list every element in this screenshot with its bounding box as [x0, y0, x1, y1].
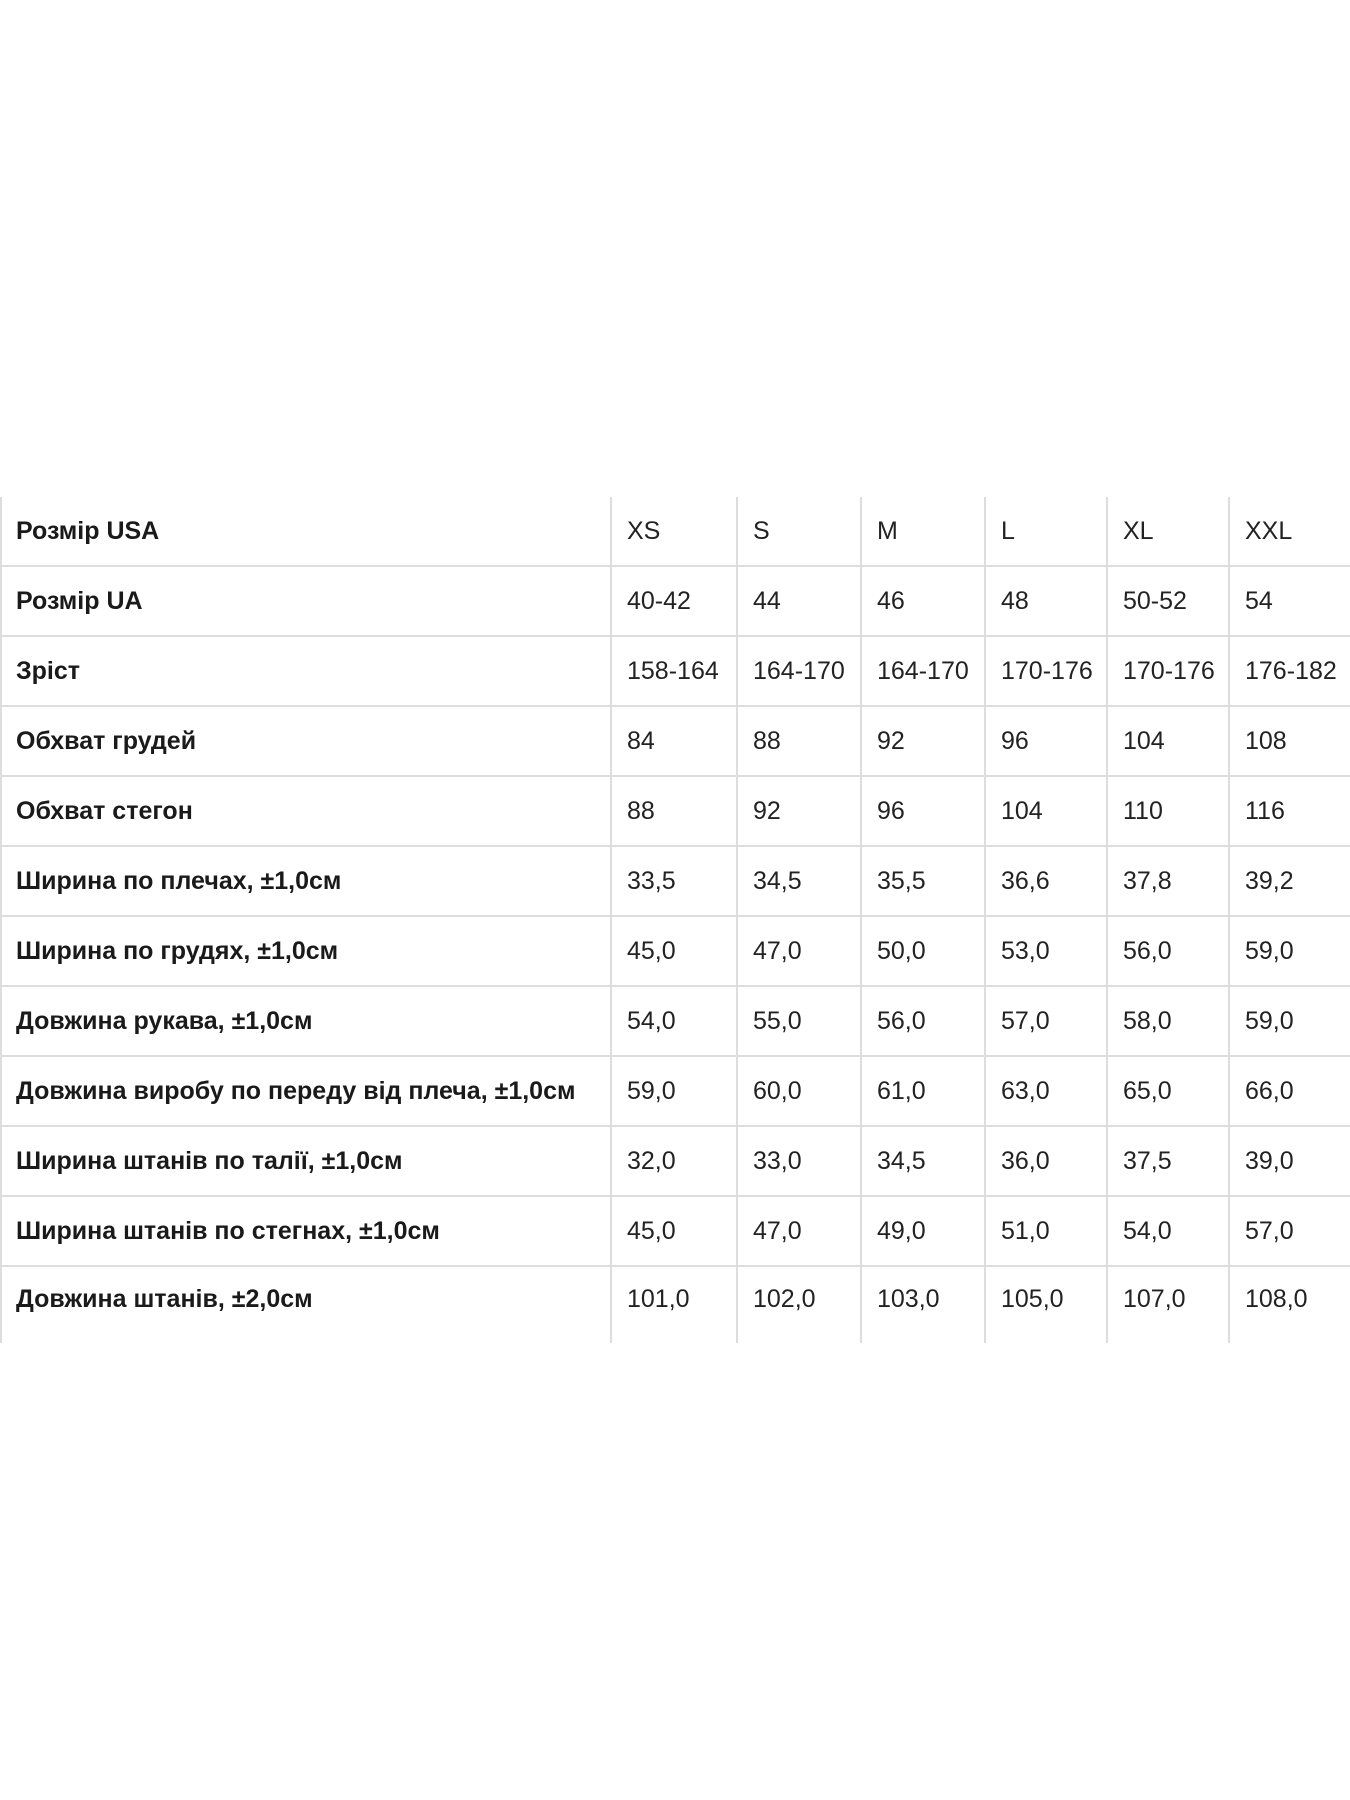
table-row [1, 1126, 1350, 1196]
table-cell: 103,0 [861, 1266, 985, 1343]
table-cell: 88 [611, 776, 737, 846]
table-cell: XS [611, 497, 737, 566]
table-cell: XL [1107, 497, 1229, 566]
table-cell: 34,5 [861, 1126, 985, 1196]
table-cell: 104 [1107, 706, 1229, 776]
table-cell: 59,0 [1229, 986, 1350, 1056]
row-label: Обхват стегон [1, 776, 611, 846]
table-cell: 40-42 [611, 566, 737, 636]
table-cell: 50-52 [1107, 566, 1229, 636]
table-cell: 47,0 [737, 1196, 861, 1266]
table-row [1, 497, 1350, 566]
table-cell: 48 [985, 566, 1107, 636]
table-cell: L [985, 497, 1107, 566]
table-cell: 37,8 [1107, 846, 1229, 916]
table-cell: 108,0 [1229, 1266, 1350, 1343]
table-row [1, 846, 1350, 916]
table-cell: 54,0 [1107, 1196, 1229, 1266]
table-cell: 33,5 [611, 846, 737, 916]
table-cell: 107,0 [1107, 1266, 1229, 1343]
table-cell: 34,5 [737, 846, 861, 916]
table-cell: 37,5 [1107, 1126, 1229, 1196]
size-chart-body [1, 497, 1350, 1343]
table-cell: 36,6 [985, 846, 1107, 916]
table-cell: 56,0 [861, 986, 985, 1056]
table-cell: 88 [737, 706, 861, 776]
table-cell: 51,0 [985, 1196, 1107, 1266]
table-cell: 46 [861, 566, 985, 636]
table-cell: XXL [1229, 497, 1350, 566]
table-cell: 96 [985, 706, 1107, 776]
table-cell: 96 [861, 776, 985, 846]
table-cell: 36,0 [985, 1126, 1107, 1196]
row-label: Ширина штанів по стегнах, ±1,0см [1, 1196, 611, 1266]
table-row [1, 566, 1350, 636]
table-cell: 158-164 [611, 636, 737, 706]
table-cell: 84 [611, 706, 737, 776]
row-label: Обхват грудей [1, 706, 611, 776]
table-cell: 54 [1229, 566, 1350, 636]
table-row [1, 1196, 1350, 1266]
row-label: Ширина штанів по талії, ±1,0см [1, 1126, 611, 1196]
row-label: Зріст [1, 636, 611, 706]
table-row [1, 636, 1350, 706]
table-row [1, 916, 1350, 986]
table-cell: 164-170 [737, 636, 861, 706]
table-cell: 101,0 [611, 1266, 737, 1343]
table-cell: M [861, 497, 985, 566]
table-row [1, 1056, 1350, 1126]
table-cell: 170-176 [985, 636, 1107, 706]
table-cell: 176-182 [1229, 636, 1350, 706]
table-cell: 63,0 [985, 1056, 1107, 1126]
table-cell: 49,0 [861, 1196, 985, 1266]
table-row [1, 776, 1350, 846]
table-cell: 60,0 [737, 1056, 861, 1126]
row-label: Ширина по грудях, ±1,0см [1, 916, 611, 986]
table-cell: 59,0 [1229, 916, 1350, 986]
table-cell: 45,0 [611, 916, 737, 986]
table-cell: 59,0 [611, 1056, 737, 1126]
table-cell: 56,0 [1107, 916, 1229, 986]
row-label: Ширина по плечах, ±1,0см [1, 846, 611, 916]
row-label: Довжина виробу по переду від плеча, ±1,0см [1, 1056, 611, 1126]
table-cell: 39,0 [1229, 1126, 1350, 1196]
size-chart-table [0, 497, 1350, 1343]
table-cell: 33,0 [737, 1126, 861, 1196]
row-label: Довжина штанів, ±2,0см [1, 1266, 611, 1343]
table-cell: 170-176 [1107, 636, 1229, 706]
table-cell: 102,0 [737, 1266, 861, 1343]
table-cell: 39,2 [1229, 846, 1350, 916]
table-cell: 105,0 [985, 1266, 1107, 1343]
table-cell: S [737, 497, 861, 566]
table-cell: 44 [737, 566, 861, 636]
table-cell: 164-170 [861, 636, 985, 706]
table-cell: 50,0 [861, 916, 985, 986]
table-cell: 66,0 [1229, 1056, 1350, 1126]
table-cell: 57,0 [1229, 1196, 1350, 1266]
table-cell: 55,0 [737, 986, 861, 1056]
row-label: Довжина рукава, ±1,0см [1, 986, 611, 1056]
table-cell: 32,0 [611, 1126, 737, 1196]
table-cell: 53,0 [985, 916, 1107, 986]
table-cell: 47,0 [737, 916, 861, 986]
table-cell: 92 [861, 706, 985, 776]
table-row [1, 986, 1350, 1056]
table-cell: 104 [985, 776, 1107, 846]
table-cell: 116 [1229, 776, 1350, 846]
table-cell: 92 [737, 776, 861, 846]
table-cell: 65,0 [1107, 1056, 1229, 1126]
row-label: Розмір USA [1, 497, 611, 566]
row-label: Розмір UA [1, 566, 611, 636]
table-cell: 35,5 [861, 846, 985, 916]
table-cell: 54,0 [611, 986, 737, 1056]
table-cell: 110 [1107, 776, 1229, 846]
table-row [1, 1266, 1350, 1343]
table-cell: 108 [1229, 706, 1350, 776]
table-cell: 61,0 [861, 1056, 985, 1126]
table-cell: 45,0 [611, 1196, 737, 1266]
table-row [1, 706, 1350, 776]
table-cell: 57,0 [985, 986, 1107, 1056]
table-cell: 58,0 [1107, 986, 1229, 1056]
